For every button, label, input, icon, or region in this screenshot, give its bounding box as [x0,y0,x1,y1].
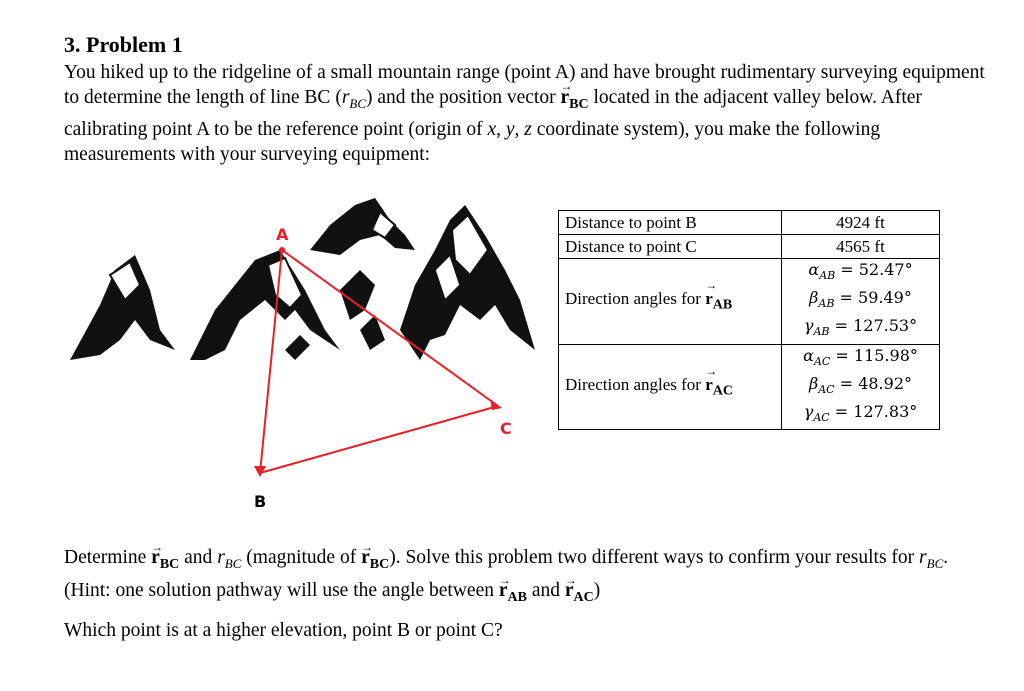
problem-intro: You hiked up to the ridgeline of a small mountain range (point A) and have brought rudimentary surveying equipment to determine the length of line BC $(r_{BC})$ and the position vector → $r_{BC}$ located in the adjacent valley below. After calibrating point A to be the reference point (origin of x, y, z coordinate system), you make the following measurements with your surveying equipment: [64,60,994,167]
measurements-table [558,210,940,430]
distance-c-value: 4565 ft [782,235,940,259]
beta-ab: $\beta_{AB} = 59.49^\circ$ [809,288,912,311]
mountain-silhouette [70,198,535,360]
line-bc [260,406,498,473]
alpha-ab: $\alpha_{AB} = 52.47^\circ$ [808,260,913,283]
question-elevation: Which point is at a higher elevation, point B or point C? [64,620,503,641]
label-point-c: C [500,419,512,438]
mountain-diagram [40,190,560,530]
question-determine: Determine → $r_{BC}$ and $r_{BC}$ (magnitude of → $r_{BC}$). Solve this problem two different ways to confirm your results for $r_{BC}$. (Hint: one solution pathway will use the angle between → $r_{AB}$ and → $r_{AC}$) [64,545,1004,611]
mountain-peak-middle [310,198,415,255]
distance-c-label: Distance to point C [559,235,782,259]
alpha-ac: $\alpha_{AC} = 115.98^\circ$ [803,345,918,368]
direction-ab-label: Direction angles for → $r_{AB}$ [559,259,782,345]
gamma-ac: $\gamma_{AC} = 127.83^\circ$ [803,401,918,425]
label-point-b: B [254,492,267,511]
direction-ac-label: Direction angles for → $r_{AC}$ [559,344,782,430]
distance-b-value: 4924 ft [782,211,940,235]
problem-title: 3. Problem 1 [64,32,183,57]
mountain-figure [40,190,560,530]
direction-ac-values [782,344,940,430]
point-a-marker [279,247,285,253]
distance-b-label: Distance to point B [559,211,782,235]
direction-ab-values [782,259,940,345]
label-point-a: A [276,225,289,244]
mountain-peak-a [190,250,340,360]
gamma-ab: $\gamma_{AB} = 127.53^\circ$ [803,316,918,339]
beta-ac: $\beta_{AC} = 48.92^\circ$ [808,373,912,396]
arrowhead-c [490,399,502,410]
vector-r-bc: → $r_{BC}$ [560,85,588,117]
